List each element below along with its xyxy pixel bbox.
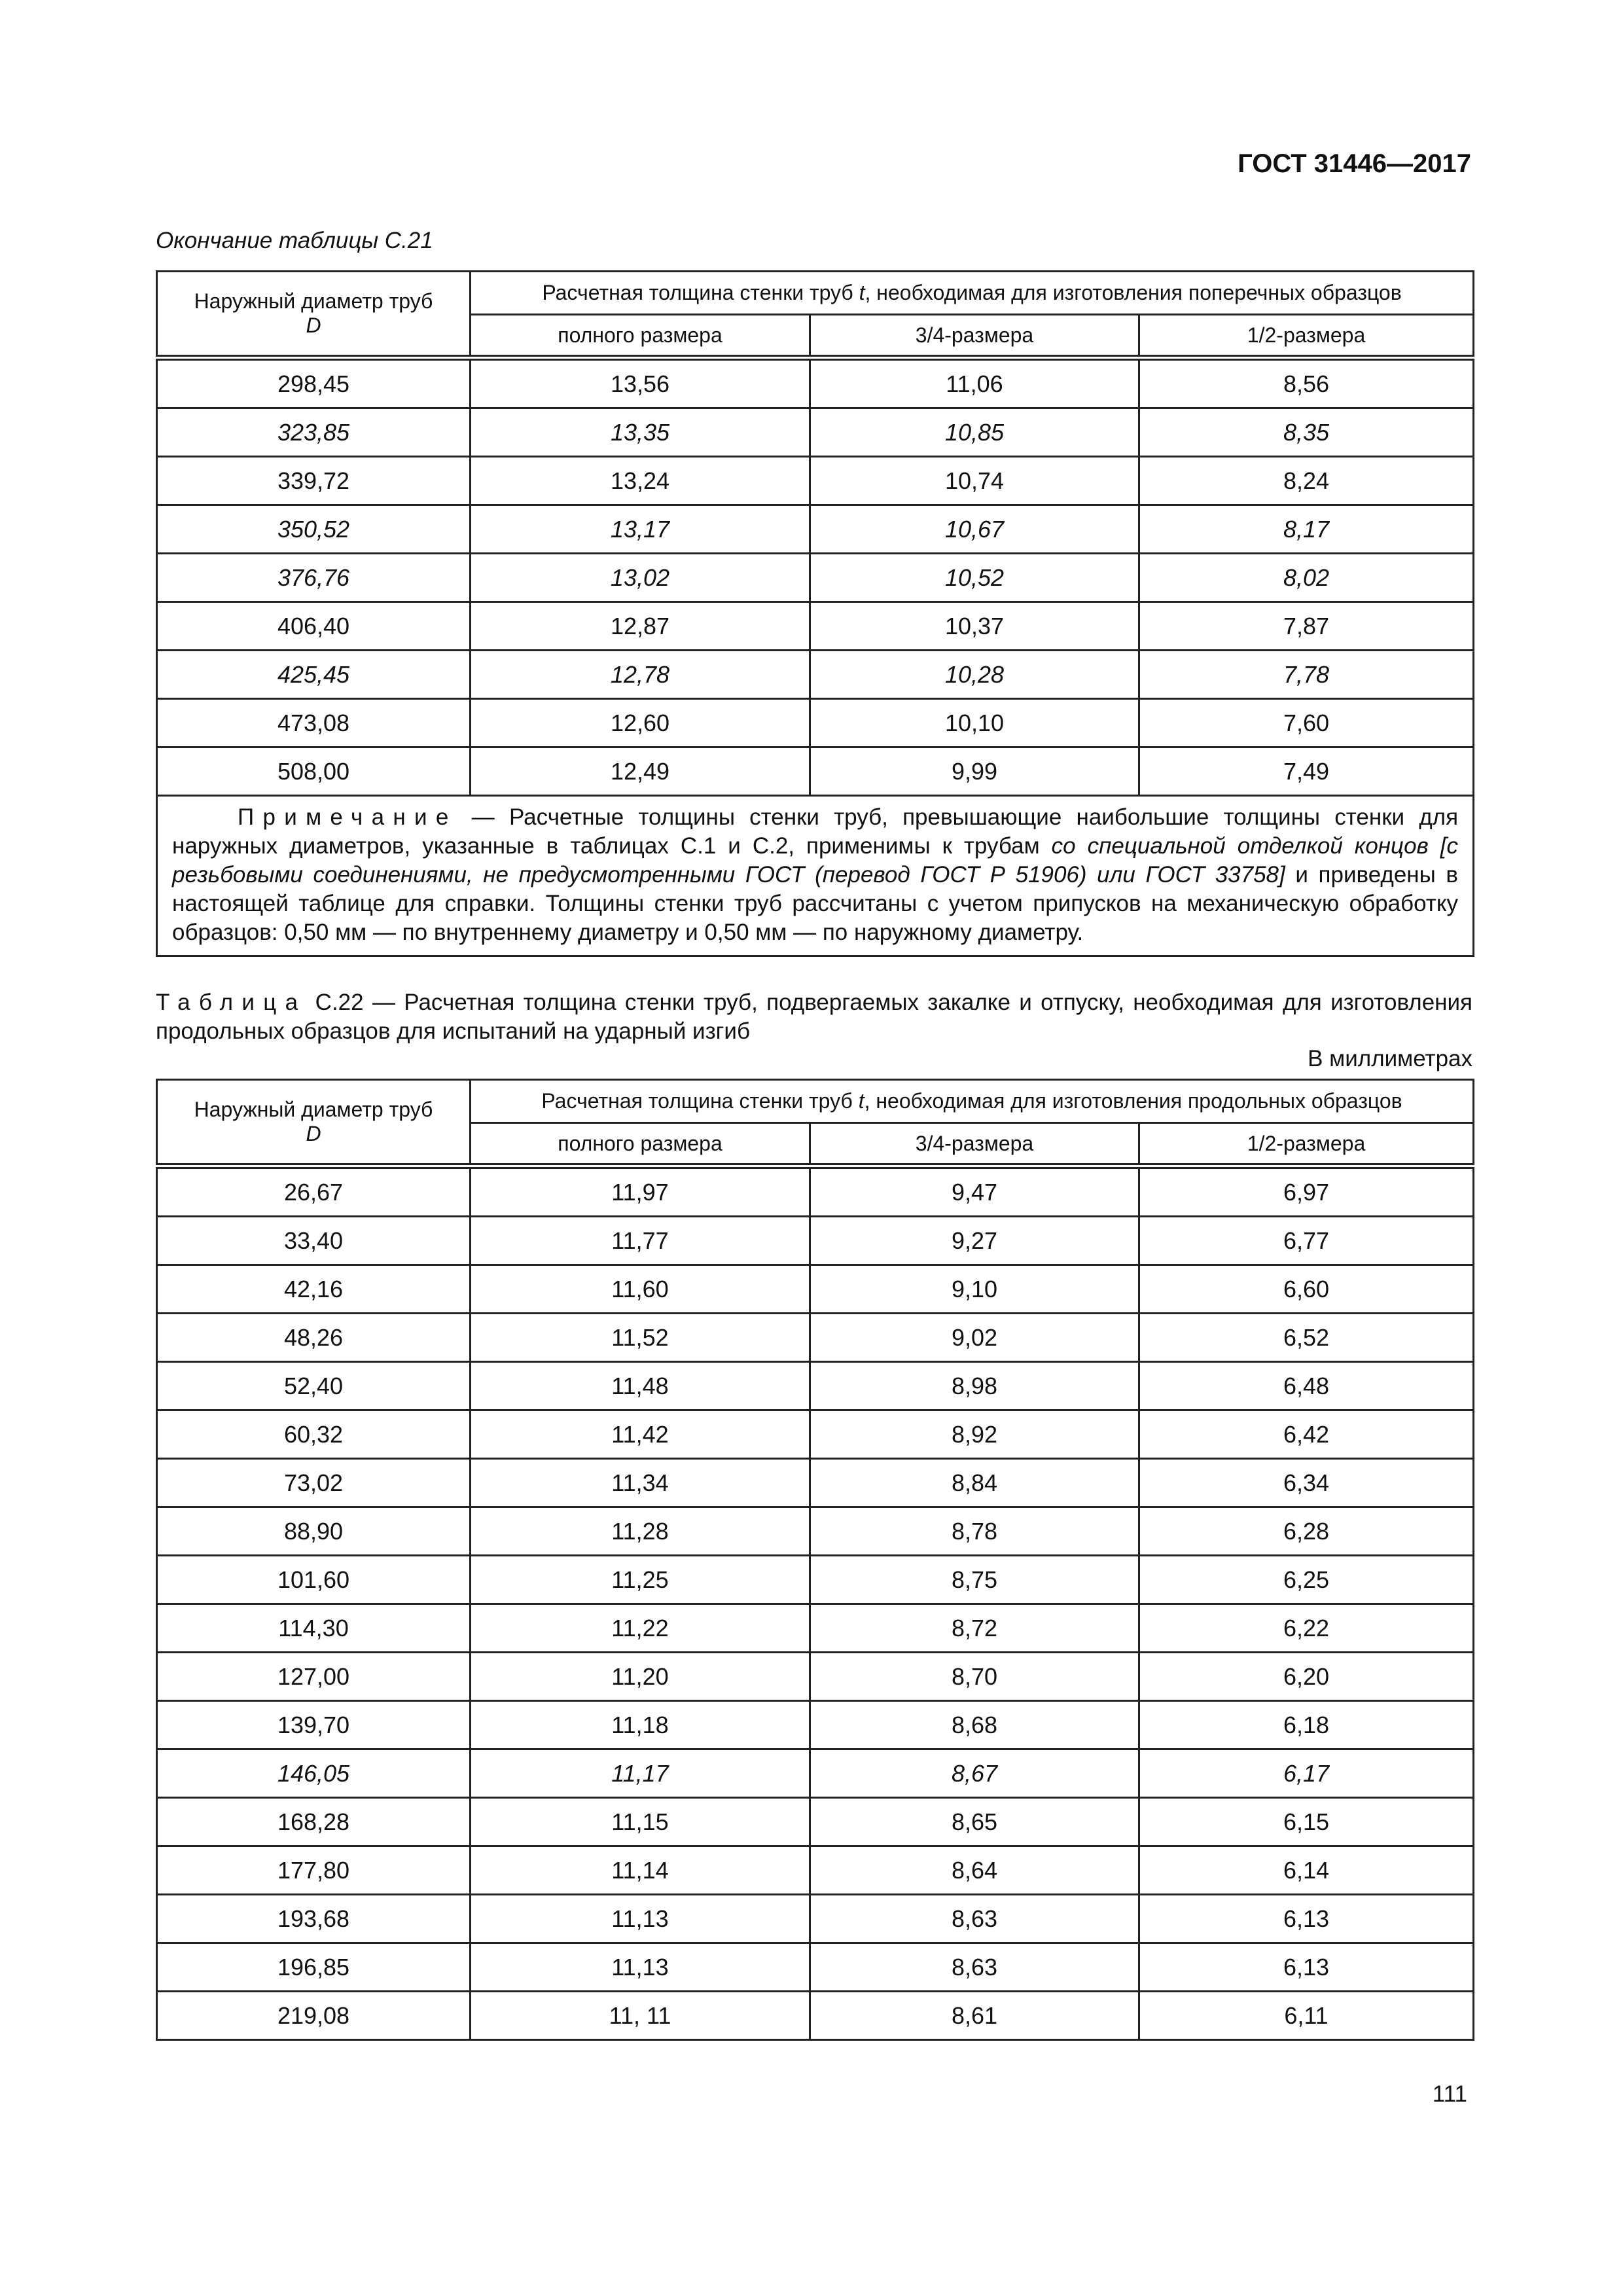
table-cell: 7,49 <box>1139 747 1474 796</box>
table-cell: 9,27 <box>810 1217 1139 1265</box>
table-cell: 8,72 <box>810 1604 1139 1653</box>
table-cell: 350,52 <box>157 505 471 554</box>
table-cell: 8,68 <box>810 1701 1139 1749</box>
table-cell: 6,13 <box>1139 1943 1474 1992</box>
table-row <box>157 602 1474 651</box>
table-cell: 9,02 <box>810 1314 1139 1362</box>
table-row <box>157 1895 1474 1943</box>
table-cell: 7,78 <box>1139 651 1474 699</box>
table-cell: 7,87 <box>1139 602 1474 651</box>
table-cell: 52,40 <box>157 1362 471 1410</box>
table-cell: 11,14 <box>471 1846 810 1895</box>
table-cell: 13,24 <box>471 457 810 505</box>
column-header-three-quarter: 3/4-размера <box>810 1123 1139 1166</box>
table-cell: 26,67 <box>157 1166 471 1217</box>
column-header-diameter: Наружный диаметр труб D <box>157 1080 471 1166</box>
table-cell: 6,22 <box>1139 1604 1474 1653</box>
table-row <box>157 408 1474 457</box>
table-cell: 13,17 <box>471 505 810 554</box>
table-cell: 11,22 <box>471 1604 810 1653</box>
table-c21 <box>156 270 1474 957</box>
table-cell: 298,45 <box>157 358 471 408</box>
table-cell: 8,84 <box>810 1459 1139 1507</box>
table-row <box>157 505 1474 554</box>
table-row <box>157 1846 1474 1895</box>
table-cell: 60,32 <box>157 1410 471 1459</box>
document-code: ГОСТ 31446—2017 <box>1238 149 1471 178</box>
table-cell: 10,37 <box>810 602 1139 651</box>
table-cell: 11,18 <box>471 1701 810 1749</box>
table-cell: 6,28 <box>1139 1507 1474 1556</box>
table-cell: 11,06 <box>810 358 1139 408</box>
table-row <box>157 699 1474 747</box>
table-cell: 6,18 <box>1139 1701 1474 1749</box>
table-cell: 73,02 <box>157 1459 471 1507</box>
page-number: 111 <box>1432 2081 1467 2107</box>
table-cell: 376,76 <box>157 554 471 602</box>
table-cell: 508,00 <box>157 747 471 796</box>
column-header-diameter: Наружный диаметр труб D <box>157 272 471 358</box>
table-row <box>157 457 1474 505</box>
table-cell: 219,08 <box>157 1992 471 2040</box>
table-cell: 13,02 <box>471 554 810 602</box>
table-cell: 10,85 <box>810 408 1139 457</box>
table-cell: 11,17 <box>471 1749 810 1798</box>
column-header-three-quarter: 3/4-размера <box>810 315 1139 358</box>
table-row <box>157 1265 1474 1314</box>
table-cell: 8,92 <box>810 1410 1139 1459</box>
table-cell: 12,60 <box>471 699 810 747</box>
table-cell: 10,28 <box>810 651 1139 699</box>
table-cell: 10,10 <box>810 699 1139 747</box>
table-cell: 33,40 <box>157 1217 471 1265</box>
table-cell: 11,60 <box>471 1265 810 1314</box>
table-cell: 9,99 <box>810 747 1139 796</box>
table-c22-body <box>157 1166 1474 2040</box>
table-cell: 9,10 <box>810 1265 1139 1314</box>
table-row <box>157 1653 1474 1701</box>
table-cell: 11,77 <box>471 1217 810 1265</box>
table-cell: 11,52 <box>471 1314 810 1362</box>
table-cell: 146,05 <box>157 1749 471 1798</box>
table-cell: 8,70 <box>810 1653 1139 1701</box>
table-cell: 406,40 <box>157 602 471 651</box>
table-row <box>157 1556 1474 1604</box>
table-note: Примечание — Расчетные толщины стенки труб, превышающие наибольшие толщины стенки для наружных диаметров, указанные в таблицах С.1 и С.2, применимы к трубам со специальной отделкой концов [с резьбовыми соединениями, не предусмотренными ГОСТ (перевод ГОСТ Р 51906) или ГОСТ 33758] и приведены в настоящей таблице для справки. Толщины стенки труб рассчитаны с учетом припусков на механическую обработку образцов: 0,50 мм — по внутреннему диаметру и 0,50 мм — по наружному диаметру. <box>157 796 1474 956</box>
table-cell: 11,15 <box>471 1798 810 1846</box>
table-cell: 11,13 <box>471 1943 810 1992</box>
table-cell: 11,34 <box>471 1459 810 1507</box>
table-cell: 6,20 <box>1139 1653 1474 1701</box>
table-row <box>157 1217 1474 1265</box>
table-row <box>157 1604 1474 1653</box>
table-cell: 11,48 <box>471 1362 810 1410</box>
table-row <box>157 1362 1474 1410</box>
table-cell: 6,11 <box>1139 1992 1474 2040</box>
column-header-full-size: полного размера <box>471 1123 810 1166</box>
table-cell: 11,20 <box>471 1653 810 1701</box>
table-cell: 193,68 <box>157 1895 471 1943</box>
table-cell: 177,80 <box>157 1846 471 1895</box>
table-cell: 42,16 <box>157 1265 471 1314</box>
table-cell: 6,97 <box>1139 1166 1474 1217</box>
table-row <box>157 1798 1474 1846</box>
table-cell: 6,77 <box>1139 1217 1474 1265</box>
table-cell: 11,42 <box>471 1410 810 1459</box>
table-cell: 6,14 <box>1139 1846 1474 1895</box>
table-cell: 473,08 <box>157 699 471 747</box>
table-cell: 339,72 <box>157 457 471 505</box>
table-row <box>157 747 1474 796</box>
table-cell: 425,45 <box>157 651 471 699</box>
table-cell: 6,25 <box>1139 1556 1474 1604</box>
table-cell: 8,63 <box>810 1943 1139 1992</box>
table-cell: 323,85 <box>157 408 471 457</box>
table-cell: 6,42 <box>1139 1410 1474 1459</box>
table-cell: 8,65 <box>810 1798 1139 1846</box>
table-cell: 12,87 <box>471 602 810 651</box>
table-cell: 8,17 <box>1139 505 1474 554</box>
table-cell: 6,34 <box>1139 1459 1474 1507</box>
column-group-header: Расчетная толщина стенки труб t, необходимая для изготовления поперечных образцов <box>471 272 1474 315</box>
column-group-header: Расчетная толщина стенки труб t, необходимая для изготовления продольных образцов <box>471 1080 1474 1123</box>
column-header-full-size: полного размера <box>471 315 810 358</box>
table-row <box>157 358 1474 408</box>
table-row <box>157 1314 1474 1362</box>
table-cell: 13,35 <box>471 408 810 457</box>
table-cell: 48,26 <box>157 1314 471 1362</box>
table-cell: 13,56 <box>471 358 810 408</box>
table-row <box>157 1943 1474 1992</box>
table-cell: 12,78 <box>471 651 810 699</box>
table-cell: 10,74 <box>810 457 1139 505</box>
table-cell: 11,13 <box>471 1895 810 1943</box>
table-cell: 168,28 <box>157 1798 471 1846</box>
table-cell: 10,52 <box>810 554 1139 602</box>
table-cell: 8,75 <box>810 1556 1139 1604</box>
table-row <box>157 1410 1474 1459</box>
table-cell: 88,90 <box>157 1507 471 1556</box>
table-row <box>157 1992 1474 2040</box>
table-c22-title: Таблица С.22 — Расчетная толщина стенки труб, подвергаемых закалке и отпуску, необходимая для изготовления продольных образцов для испытаний на ударный изгиб <box>156 990 1472 1044</box>
table-row <box>157 554 1474 602</box>
table-cell: 8,35 <box>1139 408 1474 457</box>
table-cell: 6,15 <box>1139 1798 1474 1846</box>
table-cell: 6,13 <box>1139 1895 1474 1943</box>
table-cell: 10,67 <box>810 505 1139 554</box>
table-cell: 127,00 <box>157 1653 471 1701</box>
table-cell: 101,60 <box>157 1556 471 1604</box>
table-cell: 8,78 <box>810 1507 1139 1556</box>
table-cell: 11,97 <box>471 1166 810 1217</box>
table-cell: 8,02 <box>1139 554 1474 602</box>
table-cell: 114,30 <box>157 1604 471 1653</box>
table-row <box>157 651 1474 699</box>
table-cell: 6,17 <box>1139 1749 1474 1798</box>
table-row <box>157 1459 1474 1507</box>
table-c21-body <box>157 358 1474 796</box>
table-cell: 6,48 <box>1139 1362 1474 1410</box>
table-continuation-caption: Окончание таблицы С.21 <box>156 228 433 253</box>
table-cell: 196,85 <box>157 1943 471 1992</box>
column-header-half: 1/2-размера <box>1139 315 1474 358</box>
table-row <box>157 1166 1474 1217</box>
table-row <box>157 1507 1474 1556</box>
table-cell: 11,28 <box>471 1507 810 1556</box>
table-cell: 11,25 <box>471 1556 810 1604</box>
units-label: В миллиметрах <box>1308 1046 1472 1071</box>
table-cell: 8,67 <box>810 1749 1139 1798</box>
table-cell: 8,61 <box>810 1992 1139 2040</box>
table-cell: 7,60 <box>1139 699 1474 747</box>
note-label: Примечание <box>238 804 457 830</box>
table-cell: 139,70 <box>157 1701 471 1749</box>
table-cell: 8,56 <box>1139 358 1474 408</box>
table-cell: 9,47 <box>810 1166 1139 1217</box>
table-cell: 6,60 <box>1139 1265 1474 1314</box>
table-c22 <box>156 1079 1474 2041</box>
table-row <box>157 1749 1474 1798</box>
table-cell: 8,63 <box>810 1895 1139 1943</box>
table-cell: 8,98 <box>810 1362 1139 1410</box>
table-cell: 12,49 <box>471 747 810 796</box>
table-cell: 8,24 <box>1139 457 1474 505</box>
table-cell: 8,64 <box>810 1846 1139 1895</box>
table-row <box>157 1701 1474 1749</box>
column-header-half: 1/2-размера <box>1139 1123 1474 1166</box>
table-cell: 11, 11 <box>471 1992 810 2040</box>
table-cell: 6,52 <box>1139 1314 1474 1362</box>
